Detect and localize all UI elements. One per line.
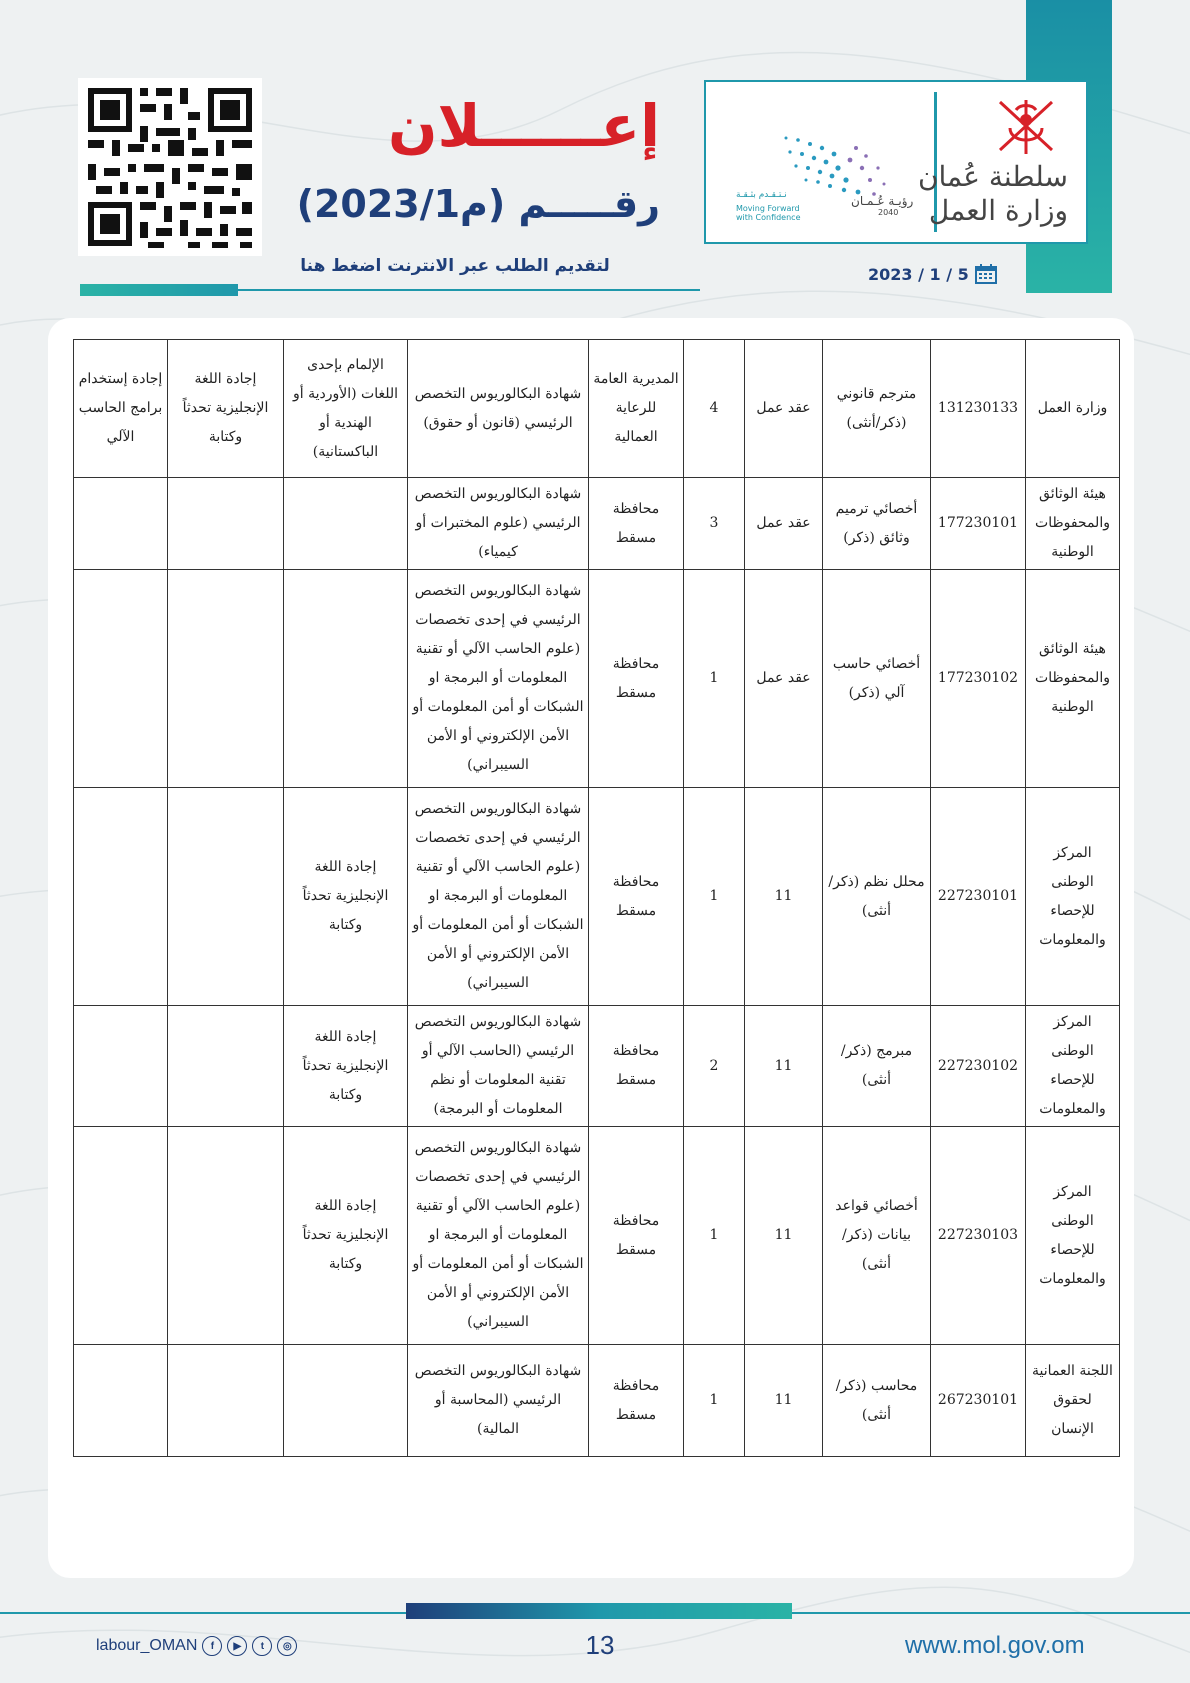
cell-language-skill: إجادة اللغة الإنجليزية تحدثاً وكتابة <box>284 1006 408 1127</box>
jobs-table <box>73 339 1120 1457</box>
cell-work-location: محافظة مسقط <box>589 570 684 788</box>
cell-job-title: مترجم قانوني (ذكر/أنثى) <box>823 340 931 478</box>
cell-english-skill <box>168 570 284 788</box>
cell-vacancies: 4 <box>684 340 745 478</box>
cell-employer: المركز الوطنى للإحصاء والمعلومات <box>1026 1127 1120 1345</box>
cell-contract-grade: عقد عمل <box>745 570 823 788</box>
ministry-logo-panel <box>704 80 1088 244</box>
cell-code: 131230133 <box>931 340 1026 478</box>
cell-code: 227230102 <box>931 1006 1026 1127</box>
cell-job-title: أخصائي ترميم وثائق (ذكر) <box>823 478 931 570</box>
announcement-date <box>868 264 997 284</box>
cell-language-skill <box>284 478 408 570</box>
cell-employer: هيئة الوثائق والمحفوظات الوطنية <box>1026 478 1120 570</box>
cell-qualification: شهادة البكالوريوس التخصص الرئيسي (الحاسب الآلي أو تقنية المعلومات أو نظم المعلومات أو البرمجة) <box>408 1006 589 1127</box>
youtube-icon[interactable]: ▶ <box>227 1636 247 1656</box>
calendar-icon <box>975 264 997 284</box>
website-link[interactable]: www.mol.gov.om <box>905 1632 1085 1659</box>
cell-english-skill <box>168 1006 284 1127</box>
cell-language-skill: إجادة اللغة الإنجليزية تحدثاً وكتابة <box>284 788 408 1006</box>
footer-accent-bar <box>406 1603 792 1619</box>
cell-vacancies: 1 <box>684 788 745 1006</box>
vision-year: 2040 <box>878 208 899 217</box>
cell-english-skill <box>168 788 284 1006</box>
moving-forward-en: Moving Forward with Confidence <box>736 204 801 222</box>
announcement-title: إعــــــلان <box>388 92 660 160</box>
header-underline-accent <box>80 284 238 296</box>
cell-work-location: محافظة مسقط <box>589 478 684 570</box>
cell-employer: وزارة العمل <box>1026 340 1120 478</box>
cell-contract-grade: 11 <box>745 1345 823 1457</box>
table-row <box>74 1127 1120 1345</box>
vision-label: رؤيـة عُـمـان <box>851 194 914 208</box>
cell-code: 267230101 <box>931 1345 1026 1457</box>
qr-code-icon[interactable] <box>78 78 262 256</box>
date-text: 2023 / 1 / 5 <box>868 264 969 284</box>
cell-vacancies: 1 <box>684 570 745 788</box>
cell-computer-skill <box>74 570 168 788</box>
page-number: 13 <box>585 1630 615 1660</box>
cell-computer-skill <box>74 1345 168 1457</box>
cell-qualification: شهادة البكالوريوس التخصص الرئيسي (علوم المختبرات أو كيمياء) <box>408 478 589 570</box>
cell-qualification: شهادة البكالوريوس التخصص الرئيسي (المحاسبة أو المالية) <box>408 1345 589 1457</box>
cell-employer: اللجنة العمانية لحقوق الإنسان <box>1026 1345 1120 1457</box>
cell-contract-grade: عقد عمل <box>745 478 823 570</box>
social-handle[interactable]: labour_OMAN <box>96 1637 198 1654</box>
cell-contract-grade: 11 <box>745 788 823 1006</box>
cell-work-location: محافظة مسقط <box>589 1127 684 1345</box>
announcement-number: رقـــــم (م2023/1) <box>296 182 660 226</box>
cell-employer: هيئة الوثائق والمحفوظات الوطنية <box>1026 570 1120 788</box>
apply-online-link[interactable]: لتقديم الطلب عبر الانترنت اضغط هنا <box>300 256 610 276</box>
cell-employer: المركز الوطنى للإحصاء والمعلومات <box>1026 1006 1120 1127</box>
cell-vacancies: 3 <box>684 478 745 570</box>
cell-job-title: أخصائي حاسب آلي (ذكر) <box>823 570 931 788</box>
cell-computer-skill <box>74 1006 168 1127</box>
cell-code: 227230103 <box>931 1127 1026 1345</box>
cell-qualification: شهادة البكالوريوس التخصص الرئيسي في إحدى تخصصات (علوم الحاسب الآلي أو تقنية المعلومات أو البرمجة او الشبكات أو أمن المعلومات أو الأمن الإلكتروني أو الأمن السيبراني) <box>408 570 589 788</box>
cell-code: 177230101 <box>931 478 1026 570</box>
cell-job-title: محلل نظم (ذكر/أنثى) <box>823 788 931 1006</box>
cell-computer-skill <box>74 478 168 570</box>
cell-code: 227230101 <box>931 788 1026 1006</box>
cell-vacancies: 1 <box>684 1127 745 1345</box>
moving-forward-ar: نـتـقـدم بثـقـة <box>736 190 787 200</box>
cell-computer-skill <box>74 1127 168 1345</box>
cell-job-title: أخصائي قواعد بيانات (ذكر/ أنثى) <box>823 1127 931 1345</box>
cell-language-skill: إجادة اللغة الإنجليزية تحدثاً وكتابة <box>284 1127 408 1345</box>
cell-vacancies: 2 <box>684 1006 745 1127</box>
table-row <box>74 1006 1120 1127</box>
twitter-icon[interactable]: t <box>252 1636 272 1656</box>
cell-contract-grade: 11 <box>745 1006 823 1127</box>
facebook-icon[interactable]: f <box>202 1636 222 1656</box>
cell-work-location: محافظة مسقط <box>589 1345 684 1457</box>
cell-computer-skill <box>74 788 168 1006</box>
cell-work-location: محافظة مسقط <box>589 1006 684 1127</box>
instagram-icon[interactable]: ◎ <box>277 1636 297 1656</box>
cell-work-location: المديرية العامة للرعاية العمالية <box>589 340 684 478</box>
cell-contract-grade: 11 <box>745 1127 823 1345</box>
cell-language-skill <box>284 1345 408 1457</box>
cell-qualification: شهادة البكالوريوس التخصص الرئيسي في إحدى تخصصات (علوم الحاسب الآلي أو تقنية المعلومات أو البرمجة او الشبكات أو أمن المعلومات أو الأمن الإلكتروني أو الأمن السيبراني) <box>408 788 589 1006</box>
cell-english-skill: إجادة اللغة الإنجليزية تحدثاً وكتابة <box>168 340 284 478</box>
cell-english-skill <box>168 1345 284 1457</box>
cell-vacancies: 1 <box>684 1345 745 1457</box>
cell-job-title: محاسب (ذكر/ أنثى) <box>823 1345 931 1457</box>
cell-computer-skill: إجادة إستخدام برامج الحاسب الآلي <box>74 340 168 478</box>
cell-employer: المركز الوطنى للإحصاء والمعلومات <box>1026 788 1120 1006</box>
cell-english-skill <box>168 478 284 570</box>
table-row <box>74 340 1120 478</box>
table-row <box>74 1345 1120 1457</box>
oman-emblem-icon <box>986 92 1066 162</box>
ministry-name: سلطنة عُمان وزارة العمل <box>917 160 1068 227</box>
cell-qualification: شهادة البكالوريوس التخصص الرئيسي (قانون أو حقوق) <box>408 340 589 478</box>
social-links <box>96 1636 297 1656</box>
cell-qualification: شهادة البكالوريوس التخصص الرئيسي في إحدى تخصصات (علوم الحاسب الآلي أو تقنية المعلومات أو البرمجة او الشبكات أو أمن المعلومات أو الأمن الإلكتروني أو الأمن السيبراني) <box>408 1127 589 1345</box>
table-row <box>74 478 1120 570</box>
table-row <box>74 788 1120 1006</box>
cell-job-title: مبرمج (ذكر/ أنثى) <box>823 1006 931 1127</box>
cell-work-location: محافظة مسقط <box>589 788 684 1006</box>
cell-english-skill <box>168 1127 284 1345</box>
table-row <box>74 570 1120 788</box>
cell-code: 177230102 <box>931 570 1026 788</box>
cell-contract-grade: عقد عمل <box>745 340 823 478</box>
cell-language-skill: الإلمام بإحدى اللغات (الأوردية أو الهندية أو الباكستانية) <box>284 340 408 478</box>
cell-language-skill <box>284 570 408 788</box>
